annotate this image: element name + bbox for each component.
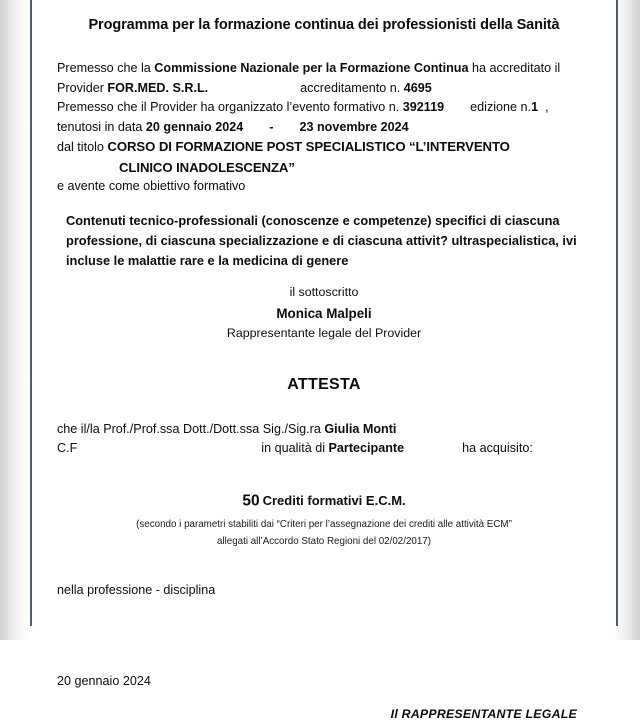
attestation-section <box>57 420 591 459</box>
footer-date: 20 gennaio 2024 <box>57 673 151 688</box>
page-title: Programma per la formazione continua dei professionisti della Sanità <box>88 17 560 33</box>
legal-representative-label: Il RAPPRESENTANTE LEGALE <box>390 706 577 721</box>
start-date: 20 gennaio 2024 <box>145 119 244 134</box>
event-label: Premesso che il Provider ha organizzato l’evento formativo n. <box>57 100 403 115</box>
premise-section <box>57 59 591 197</box>
edition-number: 1 <box>531 100 539 115</box>
page-border-right <box>616 0 618 626</box>
edition-comma: , <box>545 100 549 115</box>
date-separator: - <box>269 119 274 134</box>
signer-intro: il sottoscritto <box>289 284 359 299</box>
premise-line-event <box>57 98 591 118</box>
premise-line-dates <box>57 118 591 138</box>
credits-amount: 50 <box>242 492 260 510</box>
attestation-line-role <box>57 439 591 459</box>
objective-intro: e avente come obiettivo formativo <box>57 179 246 194</box>
fineprint-line-2: allegati all’Accordo Stato Regioni del 02/02/2017) <box>216 536 432 548</box>
edition-label: edizione n. <box>470 100 532 115</box>
signer-role: Rappresentante legale del Provider <box>226 325 422 340</box>
accreditation-number: 4695 <box>403 80 432 95</box>
attestation-line-participant <box>57 420 591 440</box>
premise-line1-post: ha accreditato il <box>468 61 561 76</box>
fiscal-code-label: C.F <box>57 441 78 456</box>
premise-line-course-title <box>57 137 591 158</box>
credits-block <box>57 492 591 511</box>
participant-role: Partecipante <box>328 441 405 456</box>
participant-name: Giulia Monti <box>324 421 397 436</box>
premise-line-commission <box>57 59 591 79</box>
participant-title-prefix: che il/la Prof./Prof.ssa Dott./Dott.ssa Sig./Sig.ra <box>57 421 325 436</box>
page-border-left <box>30 0 32 626</box>
accreditation-label: accreditamento n. <box>300 80 404 95</box>
premise-line-provider <box>57 79 591 99</box>
certificate-page <box>33 0 615 721</box>
dates-label: tenutosi in data <box>57 119 146 134</box>
attesta-heading: ATTESTA <box>287 375 361 393</box>
signer-name: Monica Malpeli <box>276 305 372 321</box>
premise-line1-pre: Premesso che la <box>57 61 155 76</box>
commission-name: Commissione Nazionale per la Formazione Continua <box>154 61 469 76</box>
course-title-line-2: CLINICO INADOLESCENZA” <box>119 159 295 175</box>
educational-objective: Contenuti tecnico-professionali (conoscenze e competenze) specifici di ciascuna professione, di ciascuna specializzazione e di ciascuna attivit? ultraspecialistica, ivi incluse le malattie rare e la medicina di genere <box>66 212 577 268</box>
fineprint-line-1: (secondo i parametri stabiliti dai “Criteri per l’assegnazione dei crediti alle attività ECM” <box>136 519 512 531</box>
credits-fineprint <box>57 516 591 550</box>
course-title-label: dal titolo <box>57 140 108 155</box>
provider-label: Provider <box>57 80 108 95</box>
credits-label: Crediti formativi E.C.M. <box>262 492 406 508</box>
signer-block <box>57 283 591 343</box>
quality-label: in qualità di <box>261 441 329 456</box>
acquired-label: ha acquisito: <box>462 441 533 456</box>
end-date: 23 novembre 2024 <box>299 119 409 134</box>
course-title-line-1: CORSO DI FORMAZIONE POST SPECIALISTICO “L’INTERVENTO <box>107 139 510 155</box>
event-number: 392119 <box>402 100 445 115</box>
provider-name: FOR.MED. S.R.L. <box>107 80 209 95</box>
profession-discipline-line: nella professione - disciplina <box>57 583 216 598</box>
